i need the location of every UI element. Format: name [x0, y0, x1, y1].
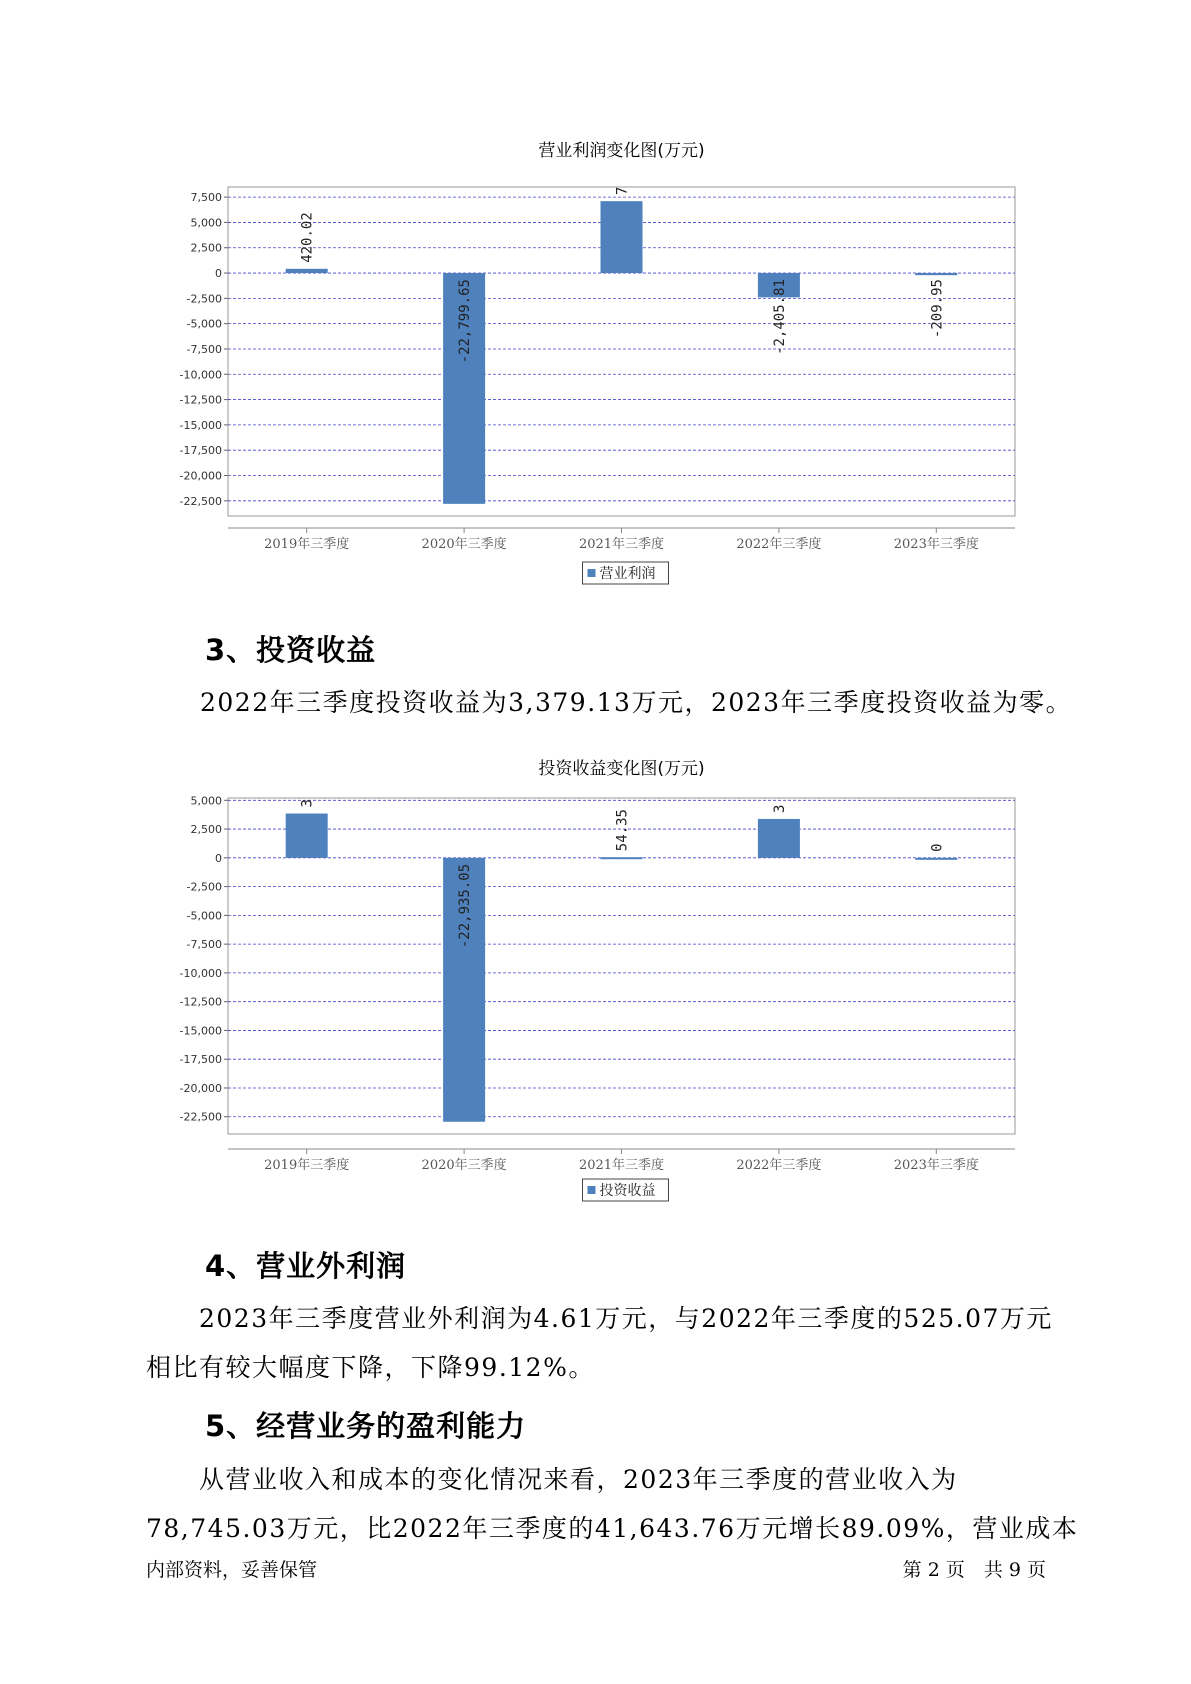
x-tick-label: 2020年三季度: [421, 537, 507, 552]
y-tick-label: -7,500: [186, 342, 222, 356]
x-tick-label: 2021年三季度: [578, 537, 665, 552]
y-tick-label: -17,500: [179, 444, 222, 458]
section-4-paragraph-line-2: 相比有较大幅度下降，下降99.12%。: [146, 1353, 595, 1382]
y-tick-label: 0: [215, 267, 222, 281]
y-tick-label: -20,000: [179, 469, 222, 483]
legend-swatch: [588, 1186, 596, 1194]
section-5-heading: 5、经营业务的盈利能力: [205, 1409, 527, 1443]
section-4-paragraph-line-1: 2023年三季度营业外利润为4.61万元，与2022年三季度的525.07万元: [146, 1304, 1053, 1333]
data-label: 420.02: [299, 212, 316, 263]
y-tick-label: -10,000: [179, 966, 222, 980]
section-4-heading: 4、营业外利润: [205, 1249, 407, 1283]
section-5-paragraph-line-1: 从营业收入和成本的变化情况来看，2023年三季度的营业收入为: [146, 1465, 958, 1494]
x-tick-label: 2019年三季度: [264, 537, 350, 552]
x-tick-label: 2021年三季度: [578, 1158, 665, 1173]
y-tick-label: -12,500: [179, 995, 222, 1009]
y-tick-label: -10,000: [179, 368, 222, 382]
bar: [286, 814, 328, 858]
legend-label: 营业利润: [599, 566, 656, 582]
x-tick-label: 2022年三季度: [736, 1158, 822, 1173]
chart-title: 营业利润变化图(万元): [538, 141, 705, 161]
operating-profit-chart: [150, 140, 1030, 600]
bar: [601, 201, 643, 273]
legend-label: 投资收益: [599, 1183, 656, 1199]
data-label: -22,799.65: [457, 279, 474, 364]
operating-profit-chart-svg: [150, 140, 1030, 600]
data-label: 0: [929, 843, 946, 852]
x-tick-label: 2022年三季度: [736, 537, 822, 552]
y-tick-label: 5,000: [190, 794, 222, 808]
y-tick-label: -20,000: [179, 1081, 222, 1095]
data-label: 54.35: [614, 809, 631, 852]
legend-swatch: [588, 569, 596, 577]
x-tick-label: 2020年三季度: [421, 1158, 507, 1173]
y-tick-label: -15,000: [179, 418, 222, 432]
y-tick-label: 7,500: [190, 191, 222, 205]
y-tick-label: -22,500: [179, 494, 222, 508]
y-tick-label: 0: [215, 851, 222, 865]
y-tick-label: -2,500: [186, 880, 222, 894]
bar: [286, 269, 328, 273]
x-tick-label: 2019年三季度: [264, 1158, 350, 1173]
investment-income-chart-svg: [150, 758, 1030, 1203]
data-label: 7: [614, 186, 631, 196]
bar: [758, 819, 800, 858]
data-label: -22,935.05: [457, 863, 474, 949]
data-label: 3: [299, 799, 316, 808]
chart-title: 投资收益变化图(万元): [538, 759, 705, 779]
footer-page-number: 第 2 页 共 9 页: [902, 1559, 1046, 1581]
y-tick-label: -15,000: [179, 1024, 222, 1038]
y-tick-label: -7,500: [186, 938, 222, 952]
investment-income-chart: [150, 758, 1030, 1203]
y-tick-label: -5,000: [186, 909, 222, 923]
y-tick-label: -2,500: [186, 292, 222, 306]
bar: [915, 858, 957, 860]
bar: [915, 273, 957, 275]
y-tick-label: -22,500: [179, 1110, 222, 1124]
bar: [601, 857, 643, 859]
data-label: 3: [771, 804, 788, 813]
section-3-heading: 3、投资收益: [205, 633, 377, 667]
section-5-paragraph-line-2: 78,745.03万元，比2022年三季度的41,643.76万元增长89.09%，营业成本: [146, 1514, 1079, 1543]
y-tick-label: 5,000: [190, 216, 222, 230]
y-tick-label: 2,500: [190, 823, 222, 837]
footer-confidential-note: 内部资料，妥善保管: [146, 1559, 318, 1581]
y-tick-label: -12,500: [179, 393, 222, 407]
data-label: -2,405.81: [771, 279, 788, 355]
data-label: -209.95: [929, 279, 946, 339]
y-tick-label: 2,500: [190, 241, 222, 255]
section-3-paragraph: 2022年三季度投资收益为3,379.13万元，2023年三季度投资收益为零。: [200, 688, 1073, 717]
y-tick-label: -5,000: [186, 317, 222, 331]
x-tick-label: 2023年三季度: [893, 537, 979, 552]
y-tick-label: -17,500: [179, 1053, 222, 1067]
x-tick-label: 2023年三季度: [893, 1158, 979, 1173]
